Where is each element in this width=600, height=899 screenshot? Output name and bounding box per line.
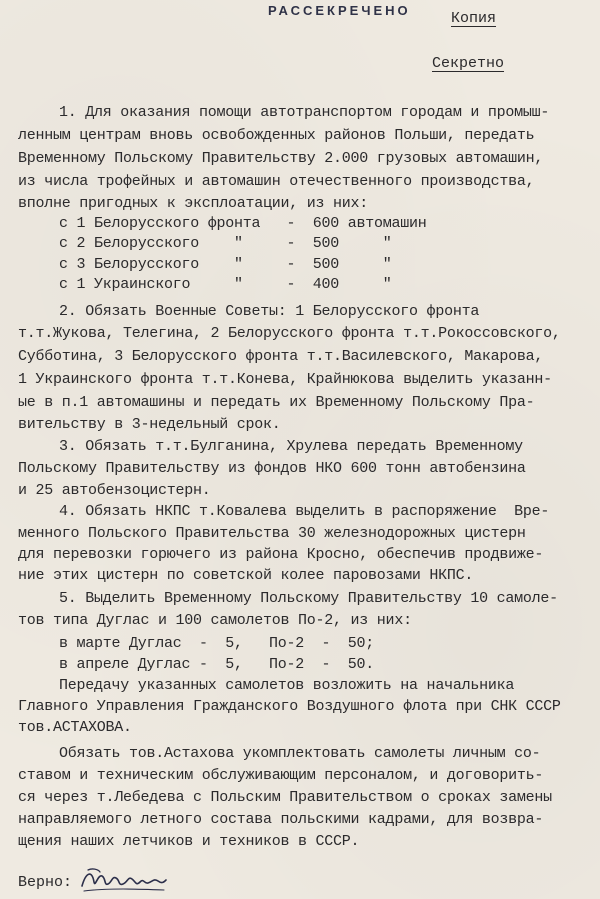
secret-label: Секретно [432, 55, 505, 72]
body-line: 4. Обязать НКПС т.Ковалева выделить в распоряжение Вре- [59, 503, 550, 520]
body-line: Субботина, 3 Белорусского фронта т.т.Василевского, Макарова, [18, 348, 544, 365]
body-line: вполне пригодных к эксплоатации, из них: [18, 195, 369, 212]
body-line: Польскому Правительству из фондов НКО 600 тонн автобензина [18, 460, 526, 477]
body-line: Обязать тов.Астахова укомплектовать самолеты личным со- [59, 745, 541, 762]
body-line: 3. Обязать т.т.Булганина, Хрулева передать Временному [59, 438, 523, 455]
body-line: менного Польского Правительства 30 железнодорожных цистерн [18, 525, 526, 542]
body-line: ые в п.1 автомашины и передать их Временному Польскому Пра- [18, 394, 535, 411]
body-line: 5. Выделить Временному Польскому Правительству 10 самоле- [59, 590, 558, 607]
body-line: ние этих цистерн по советской колее паровозами НКПС. [18, 567, 474, 584]
body-line: ставом и техническим обслуживающим персоналом, и договорить- [18, 767, 544, 784]
body-line: ся через т.Лебедева с Польским Правительством о сроках замены [18, 789, 552, 806]
body-line: 2. Обязать Военные Советы: 1 Белорусского фронта [59, 303, 480, 320]
body-line: из числа трофейных и автомашин отечественного производства, [18, 173, 535, 190]
body-line: щения наших летчиков и техников в СССР. [18, 833, 360, 850]
body-line: с 3 Белорусского " - 500 " [59, 256, 392, 273]
body-line: в марте Дуглас - 5, По-2 - 50; [59, 635, 375, 652]
body-line: с 2 Белорусского " - 500 " [59, 235, 392, 252]
copy-label: Копия [451, 10, 497, 27]
body-line: с 1 Украинского " - 400 " [59, 276, 392, 293]
body-line: тов.АСТАХОВА. [18, 719, 132, 736]
declassified-stamp: РАССЕКРЕЧЕНО [268, 3, 411, 18]
body-line: тов типа Дуглас и 100 самолетов По-2, из них: [18, 612, 412, 629]
body-line: 1. Для оказания помощи автотранспортом городам и промыш- [59, 104, 550, 121]
handwritten-signature [78, 864, 170, 894]
body-line: с 1 Белорусского фронта - 600 автомашин [59, 215, 427, 232]
body-line: для перевозки горючего из района Кросно, обеспечив продвиже- [18, 546, 544, 563]
body-line: Главного Управления Гражданского Воздушного флота при СНК СССР [18, 698, 561, 715]
body-line: и 25 автобензоцистерн. [18, 482, 211, 499]
body-line: вительству в 3-недельный срок. [18, 416, 281, 433]
certified-label: Верно: [18, 874, 73, 891]
body-line: 1 Украинского фронта т.т.Конева, Крайнюкова выделить указанн- [18, 371, 552, 388]
body-line: направляемого летного состава польскими кадрами, для возвра- [18, 811, 544, 828]
body-line: т.т.Жукова, Телегина, 2 Белорусского фронта т.т.Рокоссовского, [18, 325, 561, 342]
body-line: Передачу указанных самолетов возложить на начальника [59, 677, 515, 694]
body-line: в апреле Дуглас - 5, По-2 - 50. [59, 656, 375, 673]
body-line: Временному Польскому Правительству 2.000 грузовых автомашин, [18, 150, 544, 167]
body-line: ленным центрам вновь освобожденных районов Польши, передать [18, 127, 535, 144]
